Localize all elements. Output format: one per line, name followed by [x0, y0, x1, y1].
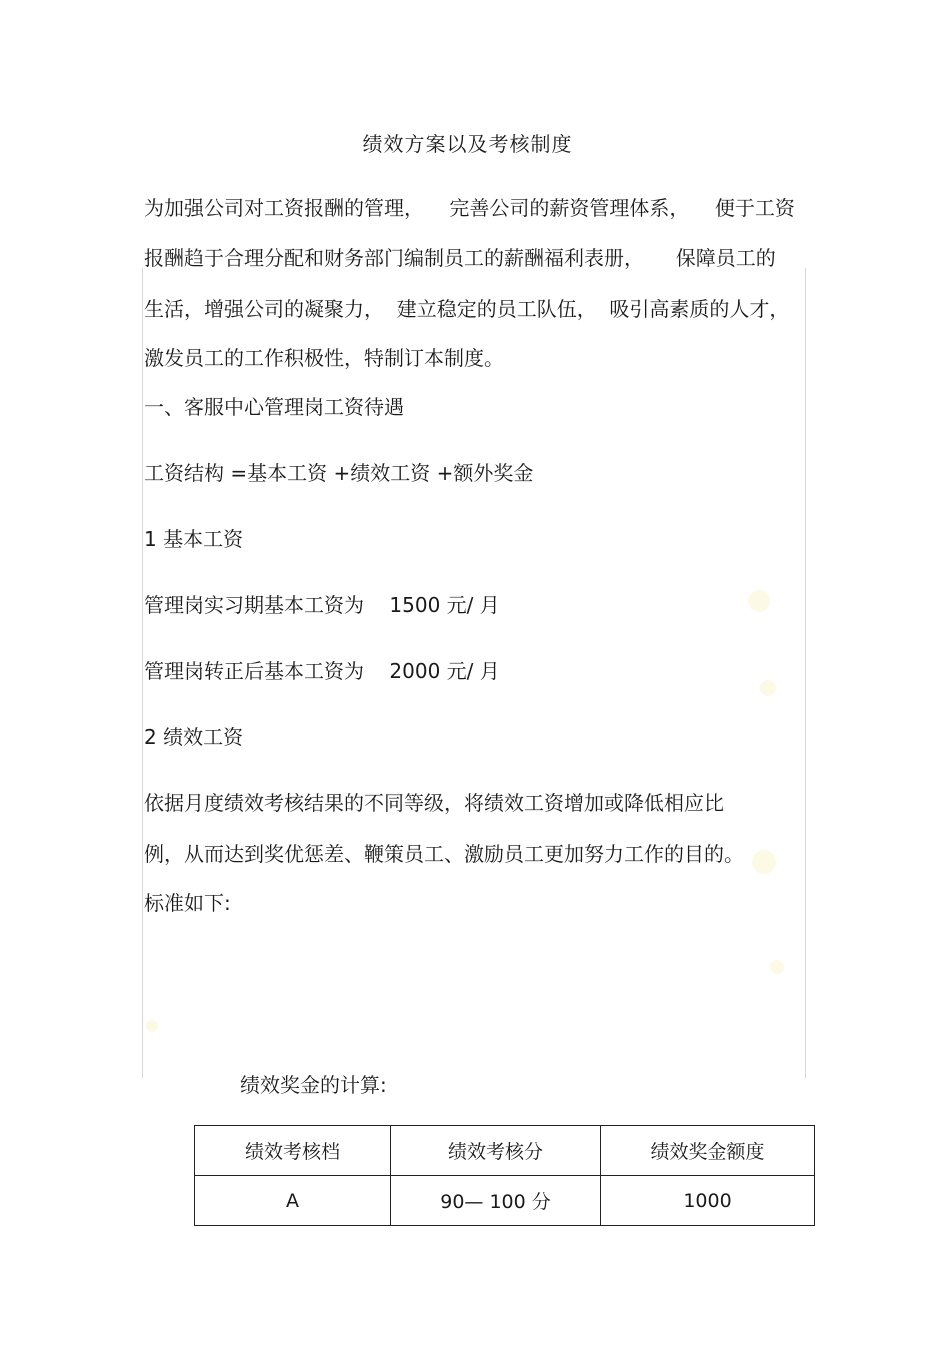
bonus-table	[194, 1125, 815, 1226]
paragraph-line: 为加强公司对工资报酬的管理， 完善公司的薪资管理体系， 便于工资	[144, 196, 795, 220]
paragraph-line: 依据月度绩效考核结果的不同等级，将绩效工资增加或降低相应比	[144, 791, 724, 815]
paragraph-line: 激发员工的工作积极性，特制订本制度。	[144, 346, 504, 370]
table-header-cell: 绩效考核分	[391, 1126, 601, 1176]
background-speckle	[146, 1020, 158, 1032]
subsection-heading: 1 基本工资	[144, 527, 244, 551]
table-cell: A	[195, 1176, 391, 1226]
background-speckle	[760, 680, 776, 696]
background-speckle	[770, 960, 784, 974]
paragraph-line: 标准如下:	[144, 891, 231, 915]
table-header-cell: 绩效奖金额度	[601, 1126, 815, 1176]
background-speckle	[748, 590, 770, 612]
paragraph-line: 管理岗实习期基本工资为 1500 元/ 月	[144, 593, 500, 617]
bonus-heading: 绩效奖金的计算:	[240, 1073, 387, 1097]
paragraph-line: 报酬趋于合理分配和财务部门编制员工的薪酬福利表册， 保障员工的	[144, 246, 776, 270]
section-heading: 一、客服中心管理岗工资待遇	[144, 395, 404, 419]
paragraph-line: 例，从而达到奖优惩差、鞭策员工、激励员工更加努力工作的目的。	[144, 842, 744, 866]
table-header-cell: 绩效考核档	[195, 1126, 391, 1176]
table-cell: 1000	[601, 1176, 815, 1226]
paragraph-line: 生活，增强公司的凝聚力， 建立稳定的员工队伍， 吸引高素质的人才，	[144, 297, 790, 321]
table-row	[195, 1176, 815, 1226]
background-speckle	[752, 850, 776, 874]
table-header-row	[195, 1126, 815, 1176]
paragraph-line: 管理岗转正后基本工资为 2000 元/ 月	[144, 659, 500, 683]
subsection-heading: 2 绩效工资	[144, 725, 244, 749]
document-title: 绩效方案以及考核制度	[362, 132, 573, 156]
paragraph-line: 工资结构 =基本工资 +绩效工资 +额外奖金	[144, 461, 534, 485]
table-cell: 90— 100 分	[391, 1176, 601, 1226]
